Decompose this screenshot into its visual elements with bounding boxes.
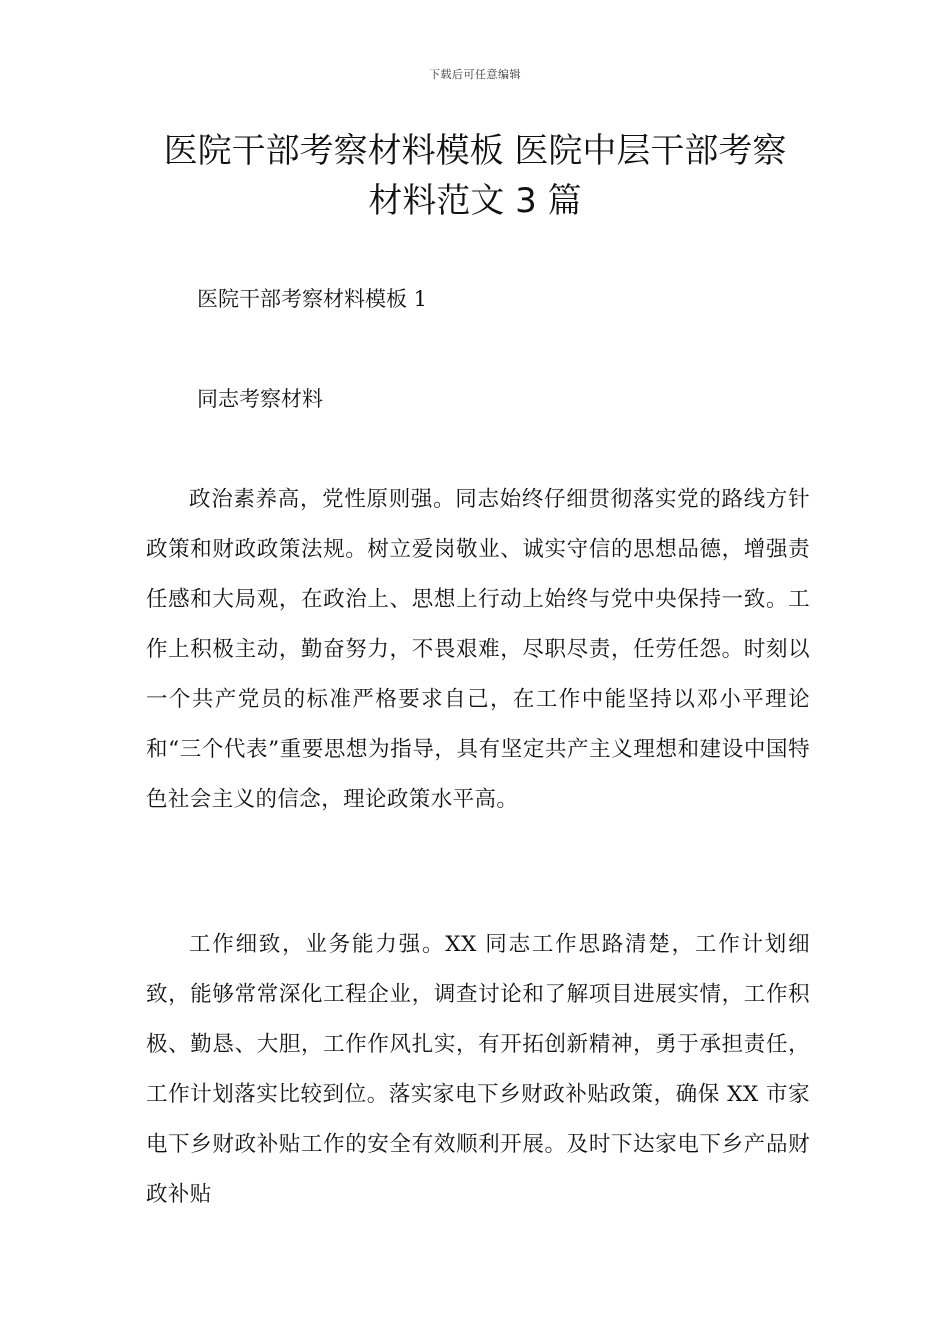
section-heading: 医院干部考察材料模板 1 [197, 287, 428, 311]
header-note: 下载后可任意编辑 [429, 68, 521, 81]
paragraph-2: 工作细致，业务能力强。XX 同志工作思路清楚，工作计划细致，能够常常深化工程企业，调查讨论和了解项目进展实情，工作积极、勤恳、大胆，工作作风扎实，有开拓创新精神，勇于承担责任，工作计划落实比较到位。落实家电下乡财政补贴政策，确保 XX 市家电下乡财政补贴工作的安全有效顺利开展。及时下达家电下乡产品财政补贴 [146, 932, 810, 1207]
paragraph-1: 政治素养高，党性原则强。同志始终仔细贯彻落实党的路线方针政策和财政政策法规。树立爱岗敬业、诚实守信的思想品德，增强责任感和大局观，在政治上、思想上行动上始终与党中央保持一致。工作上积极主动，勤奋努力，不畏艰难，尽职尽责，任劳任怨。时刻以一个共产党员的标准严格要求自己，在工作中能坚持以邓小平理论和“三个代表”重要思想为指导，具有坚定共产主义理想和建设中国特色社会主义的信念，理论政策水平高。 [146, 487, 810, 812]
subheading: 同志考察材料 [197, 387, 323, 411]
document-title [120, 126, 830, 226]
title-line-1: 医院干部考察材料模板 医院中层干部考察 [163, 131, 787, 171]
title-line-2: 材料范文 3 篇 [368, 181, 582, 221]
